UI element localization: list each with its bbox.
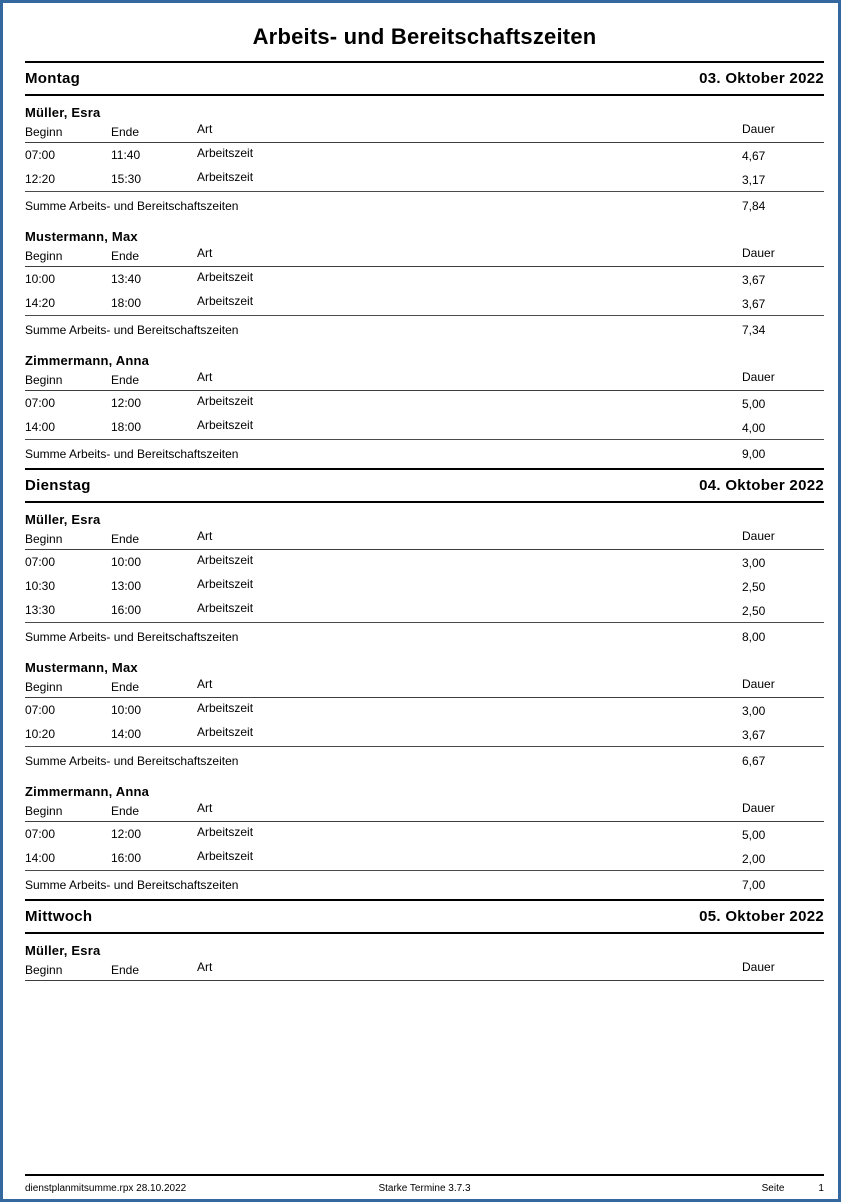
cell-art: Arbeitszeit (197, 577, 254, 592)
report-page (6, 6, 841, 1202)
table-row (25, 143, 824, 167)
summary-row (25, 871, 824, 899)
cell-beginn: 10:20 (25, 727, 56, 742)
cell-dauer: 4,00 (742, 421, 766, 436)
summary-row (25, 747, 824, 775)
cell-ende: 18:00 (111, 296, 142, 311)
table-row (25, 846, 824, 870)
cell-dauer: 2,00 (742, 852, 766, 867)
cell-ende: 13:40 (111, 272, 142, 287)
table-column-headers (25, 247, 824, 266)
report-content (6, 6, 841, 981)
cell-beginn: 10:00 (25, 272, 56, 287)
table-row (25, 550, 824, 574)
column-header-beginn: Beginn (25, 680, 63, 695)
cell-ende: 18:00 (111, 420, 142, 435)
day-header (25, 63, 824, 94)
summary-label: Summe Arbeits- und Bereitschaftszeiten (25, 630, 239, 645)
summary-label: Summe Arbeits- und Bereitschaftszeiten (25, 754, 239, 769)
cell-art: Arbeitszeit (197, 146, 254, 161)
column-header-ende: Ende (111, 804, 140, 819)
table-column-headers (25, 802, 824, 821)
cell-art: Arbeitszeit (197, 849, 254, 864)
day-date: 03. Oktober 2022 (699, 70, 824, 88)
cell-dauer: 3,00 (742, 556, 766, 571)
person-name: Müller, Esra (25, 512, 101, 528)
cell-dauer: 5,00 (742, 828, 766, 843)
cell-beginn: 07:00 (25, 703, 56, 718)
cell-dauer: 3,67 (742, 728, 766, 743)
cell-beginn: 07:00 (25, 148, 56, 163)
summary-label: Summe Arbeits- und Bereitschaftszeiten (25, 323, 239, 338)
summary-label: Summe Arbeits- und Bereitschaftszeiten (25, 878, 239, 893)
summary-value: 7,84 (742, 199, 766, 214)
table-column-headers (25, 530, 824, 549)
cell-beginn: 07:00 (25, 396, 56, 411)
footer-row (25, 1176, 824, 1194)
column-header-dauer: Dauer (742, 801, 775, 816)
table-row (25, 822, 824, 846)
page-footer (25, 1174, 824, 1194)
table-row (25, 167, 824, 191)
table-row (25, 391, 824, 415)
person-block (25, 96, 824, 220)
column-header-dauer: Dauer (742, 677, 775, 692)
cell-beginn: 14:20 (25, 296, 56, 311)
column-header-ende: Ende (111, 963, 140, 978)
page-title: Arbeits- und Bereitschaftszeiten (252, 24, 597, 49)
person-name: Zimmermann, Anna (25, 784, 150, 800)
day-name: Montag (25, 70, 81, 88)
column-header-ende: Ende (111, 373, 140, 388)
column-header-art: Art (197, 801, 213, 816)
column-header-art: Art (197, 677, 213, 692)
cell-ende: 15:30 (111, 172, 142, 187)
table-column-headers (25, 371, 824, 390)
cell-ende: 12:00 (111, 827, 142, 842)
column-header-beginn: Beginn (25, 373, 63, 388)
person-block (25, 775, 824, 899)
column-header-beginn: Beginn (25, 249, 63, 264)
table-row (25, 722, 824, 746)
summary-label: Summe Arbeits- und Bereitschaftszeiten (25, 199, 239, 214)
cell-art: Arbeitszeit (197, 601, 254, 616)
cell-dauer: 2,50 (742, 604, 766, 619)
cell-beginn: 07:00 (25, 827, 56, 842)
cell-art: Arbeitszeit (197, 294, 254, 309)
table-row (25, 698, 824, 722)
column-header-beginn: Beginn (25, 125, 63, 140)
column-header-ende: Ende (111, 249, 140, 264)
column-header-dauer: Dauer (742, 122, 775, 137)
summary-value: 7,34 (742, 323, 766, 338)
person-name: Müller, Esra (25, 943, 101, 959)
cell-art: Arbeitszeit (197, 270, 254, 285)
summary-value: 7,00 (742, 878, 766, 893)
table-row (25, 291, 824, 315)
table-row (25, 574, 824, 598)
summary-value: 6,67 (742, 754, 766, 769)
summary-value: 8,00 (742, 630, 766, 645)
person-name: Mustermann, Max (25, 229, 138, 245)
summary-row (25, 316, 824, 344)
person-block (25, 934, 824, 981)
column-header-art: Art (197, 122, 213, 137)
day-date: 04. Oktober 2022 (699, 477, 824, 495)
cell-dauer: 2,50 (742, 580, 766, 595)
cell-art: Arbeitszeit (197, 701, 254, 716)
column-header-beginn: Beginn (25, 532, 63, 547)
cell-art: Arbeitszeit (197, 825, 254, 840)
cell-ende: 14:00 (111, 727, 142, 742)
cell-beginn: 07:00 (25, 555, 56, 570)
table-column-headers (25, 678, 824, 697)
person-block (25, 651, 824, 775)
day-header (25, 901, 824, 932)
cell-beginn: 14:00 (25, 420, 56, 435)
person-block (25, 503, 824, 651)
table-column-headers (25, 961, 824, 980)
table-column-headers (25, 123, 824, 142)
footer-app-version: Starke Termine 3.7.3 (378, 1183, 471, 1194)
cell-ende: 10:00 (111, 555, 142, 570)
cell-art: Arbeitszeit (197, 170, 254, 185)
cell-ende: 10:00 (111, 703, 142, 718)
footer-pagination (560, 1183, 824, 1194)
footer-page-number: 1 (818, 1183, 824, 1194)
cell-art: Arbeitszeit (197, 394, 254, 409)
cell-art: Arbeitszeit (197, 553, 254, 568)
column-header-beginn: Beginn (25, 804, 63, 819)
column-header-ende: Ende (111, 680, 140, 695)
cell-dauer: 3,00 (742, 704, 766, 719)
person-name: Zimmermann, Anna (25, 353, 150, 369)
cell-art: Arbeitszeit (197, 725, 254, 740)
days-container (25, 61, 824, 981)
person-name: Müller, Esra (25, 105, 101, 121)
day-name: Mittwoch (25, 908, 93, 926)
table-row (25, 598, 824, 622)
summary-row (25, 440, 824, 468)
column-header-art: Art (197, 960, 213, 975)
summary-value: 9,00 (742, 447, 766, 462)
person-block (25, 220, 824, 344)
footer-page-label: Seite (761, 1183, 785, 1194)
column-header-dauer: Dauer (742, 960, 775, 975)
column-header-dauer: Dauer (742, 246, 775, 261)
cell-art: Arbeitszeit (197, 418, 254, 433)
column-header-art: Art (197, 529, 213, 544)
cell-beginn: 14:00 (25, 851, 56, 866)
column-header-underline (25, 980, 824, 981)
cell-dauer: 3,67 (742, 297, 766, 312)
cell-ende: 16:00 (111, 851, 142, 866)
column-header-art: Art (197, 246, 213, 261)
column-header-dauer: Dauer (742, 529, 775, 544)
column-header-art: Art (197, 370, 213, 385)
day-header (25, 470, 824, 501)
cell-dauer: 5,00 (742, 397, 766, 412)
summary-label: Summe Arbeits- und Bereitschaftszeiten (25, 447, 239, 462)
cell-dauer: 4,67 (742, 149, 766, 164)
footer-source-file: dienstplanmitsumme.rpx 28.10.2022 (25, 1183, 187, 1194)
cell-ende: 11:40 (111, 148, 141, 163)
column-header-beginn: Beginn (25, 963, 63, 978)
day-name: Dienstag (25, 477, 91, 495)
table-row (25, 415, 824, 439)
table-row (25, 267, 824, 291)
cell-dauer: 3,17 (742, 173, 766, 188)
cell-beginn: 13:30 (25, 603, 56, 618)
summary-row (25, 623, 824, 651)
column-header-ende: Ende (111, 532, 140, 547)
cell-ende: 13:00 (111, 579, 142, 594)
person-block (25, 344, 824, 468)
summary-row (25, 192, 824, 220)
column-header-ende: Ende (111, 125, 140, 140)
day-date: 05. Oktober 2022 (699, 908, 824, 926)
cell-dauer: 3,67 (742, 273, 766, 288)
cell-beginn: 10:30 (25, 579, 56, 594)
person-name: Mustermann, Max (25, 660, 138, 676)
cell-beginn: 12:20 (25, 172, 56, 187)
column-header-dauer: Dauer (742, 370, 775, 385)
cell-ende: 16:00 (111, 603, 142, 618)
cell-ende: 12:00 (111, 396, 142, 411)
